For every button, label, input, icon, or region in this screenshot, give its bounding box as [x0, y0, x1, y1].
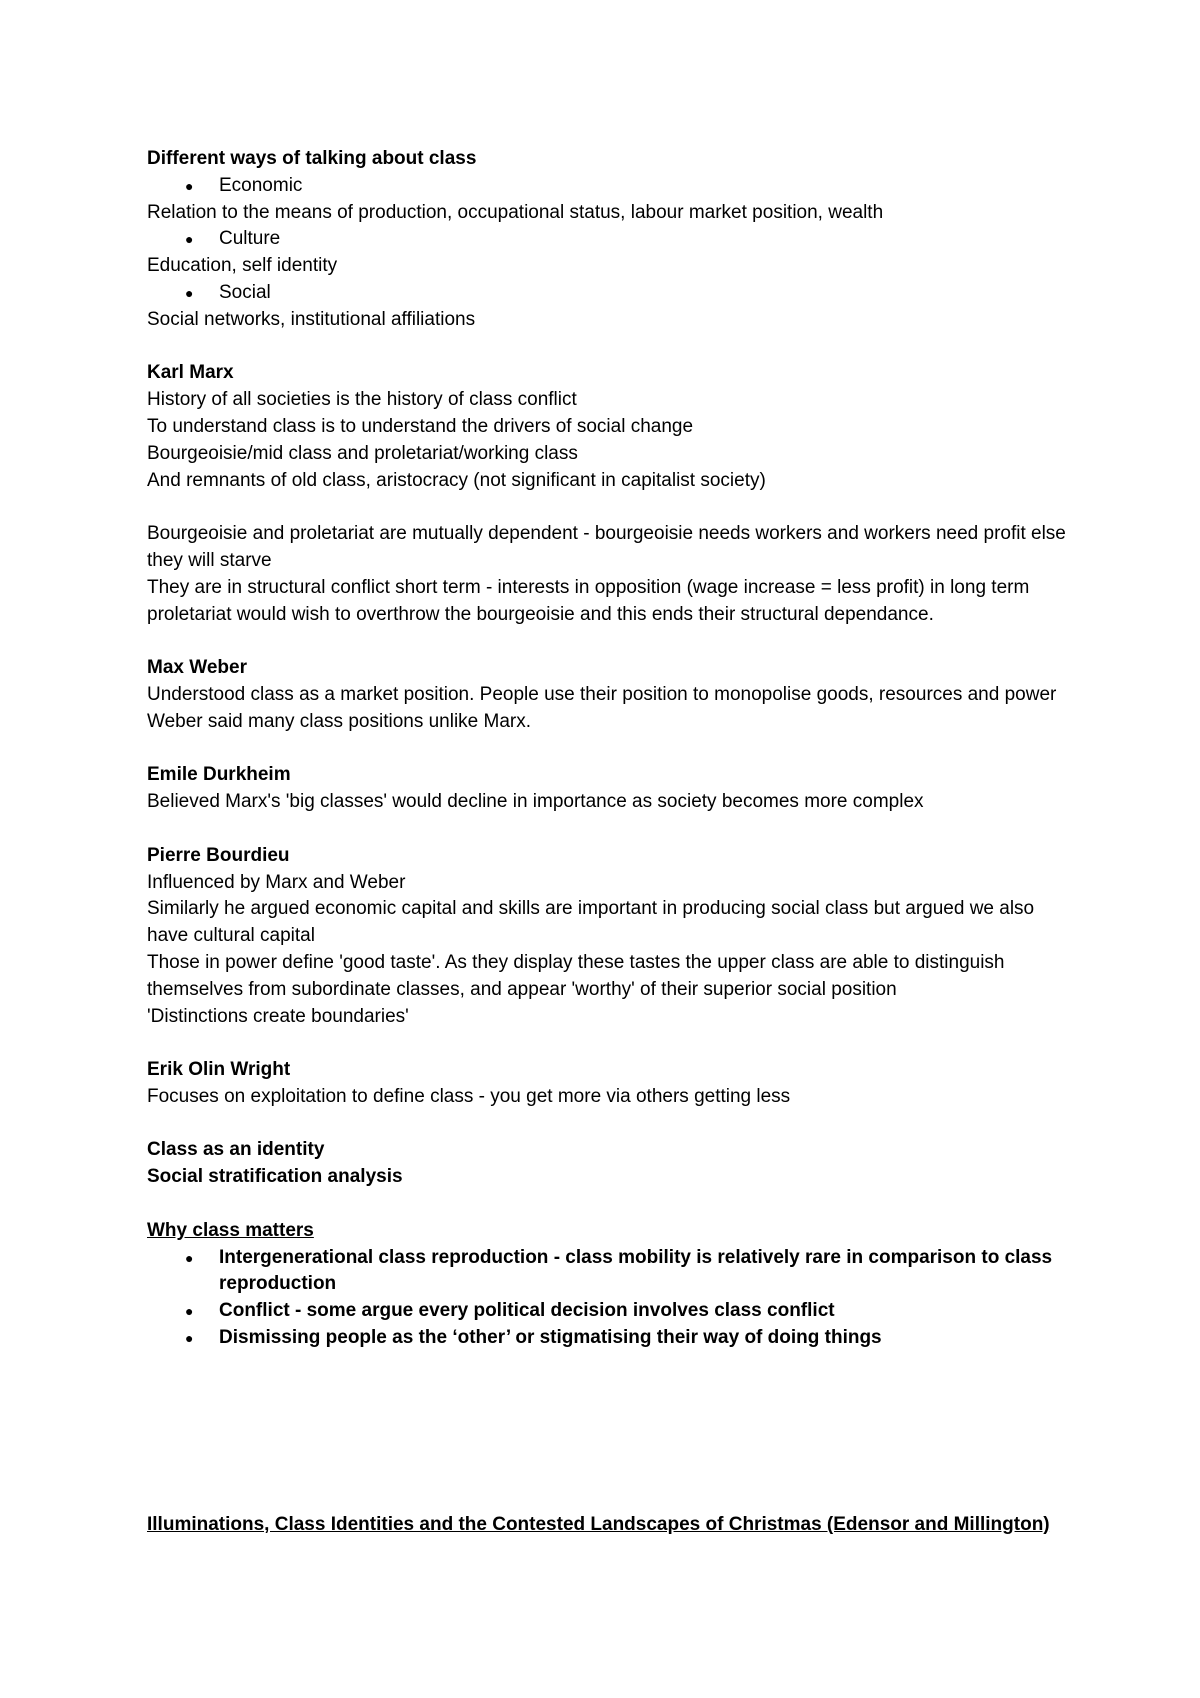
bullet-text: Culture	[219, 228, 281, 250]
paragraph-line: And remnants of old class, aristocracy (not significant in capitalist society)	[147, 469, 766, 491]
section-heading-ways: Different ways of talking about class	[147, 148, 477, 169]
spacer	[147, 628, 1067, 655]
section-heading-wright: Erik Olin Wright	[147, 1059, 291, 1081]
list-item	[147, 1325, 1067, 1352]
paragraph: Similarly he argued economic capital and skills are important in producing social class but argued we also have cultural capital	[147, 898, 1035, 947]
paragraph-line: Relation to the means of production, occupational status, labour market position, wealth	[147, 201, 884, 223]
section-heading-identity: Class as an identity	[147, 1139, 325, 1161]
paragraph-line: 'Distinctions create boundaries'	[147, 1005, 409, 1027]
list-item	[147, 226, 1067, 253]
bullet-text: Dismissing people as the ‘other’ or stigmatising their way of doing things	[219, 1327, 882, 1349]
paragraph-line: Bourgeoisie/mid class and proletariat/working class	[147, 442, 578, 464]
bullet-icon: ●	[185, 231, 194, 248]
list-item	[147, 1298, 1067, 1325]
list-item	[147, 173, 1067, 200]
paragraph-line: Education, self identity	[147, 255, 338, 277]
paragraph: Bourgeoisie and proletariat are mutually dependent - bourgeoisie needs workers and workers need profit else they will starve	[147, 523, 1066, 571]
bullet-icon: ●	[185, 1330, 194, 1347]
paragraph: Understood class as a market position. People use their position to monopolise goods, resources and power	[147, 683, 1057, 705]
paragraph: They are in structural conflict short term - interests in opposition (wage increase = less profit) in long term proletariat would wish to overthrow the bourgeoisie and this ends their structural dependance.	[147, 576, 1030, 625]
bullet-icon: ●	[185, 284, 194, 301]
bullet-text: Intergenerational class reproduction - class mobility is relatively rare in comparison to class reproduction	[219, 1246, 1053, 1295]
paragraph-line: Focuses on exploitation to define class - you get more via others getting less	[147, 1085, 791, 1107]
section-heading-bourdieu: Pierre Bourdieu	[147, 844, 290, 866]
section-heading-durkheim: Emile Durkheim	[147, 764, 291, 786]
section-heading-marx: Karl Marx	[147, 362, 234, 384]
bullet-text: Economic	[219, 174, 303, 196]
spacer	[147, 816, 1067, 843]
spacer	[147, 1030, 1067, 1057]
bullet-icon: ●	[185, 1249, 194, 1266]
paragraph: Those in power define 'good taste'. As they display these tastes the upper class are able to distinguish themselves from subordinate classes, and appear 'worthy' of their superior social position	[147, 951, 1005, 1000]
spacer	[147, 334, 1067, 361]
paragraph-line: To understand class is to understand the drivers of social change	[147, 415, 694, 437]
section-heading-why-class-matters: Why class matters	[147, 1219, 314, 1241]
paragraph-line: Influenced by Marx and Weber	[147, 871, 406, 893]
spacer	[147, 1191, 1067, 1218]
paragraph-line: Believed Marx's 'big classes' would decline in importance as society becomes more complex	[147, 791, 924, 813]
bullet-icon: ●	[185, 177, 194, 194]
bullet-text: Conflict - some argue every political decision involves class conflict	[219, 1300, 835, 1322]
section-heading-stratification: Social stratification analysis	[147, 1166, 403, 1188]
paragraph-line: History of all societies is the history of class conflict	[147, 389, 577, 411]
reading-title: Illuminations, Class Identities and the Contested Landscapes of Christmas (Edensor and Millington)	[147, 1514, 1050, 1535]
list-item	[147, 280, 1067, 307]
paragraph-line: Social networks, institutional affiliations	[147, 308, 476, 330]
section-heading-weber: Max Weber	[147, 657, 247, 679]
document-body	[147, 146, 1067, 1352]
bullet-icon: ●	[185, 1303, 194, 1320]
paragraph-line: Weber said many class positions unlike Marx.	[147, 710, 532, 732]
spacer	[147, 1111, 1067, 1138]
bullet-text: Social	[219, 281, 271, 303]
list-item	[147, 1245, 1067, 1299]
spacer	[147, 494, 1067, 521]
spacer	[147, 736, 1067, 763]
